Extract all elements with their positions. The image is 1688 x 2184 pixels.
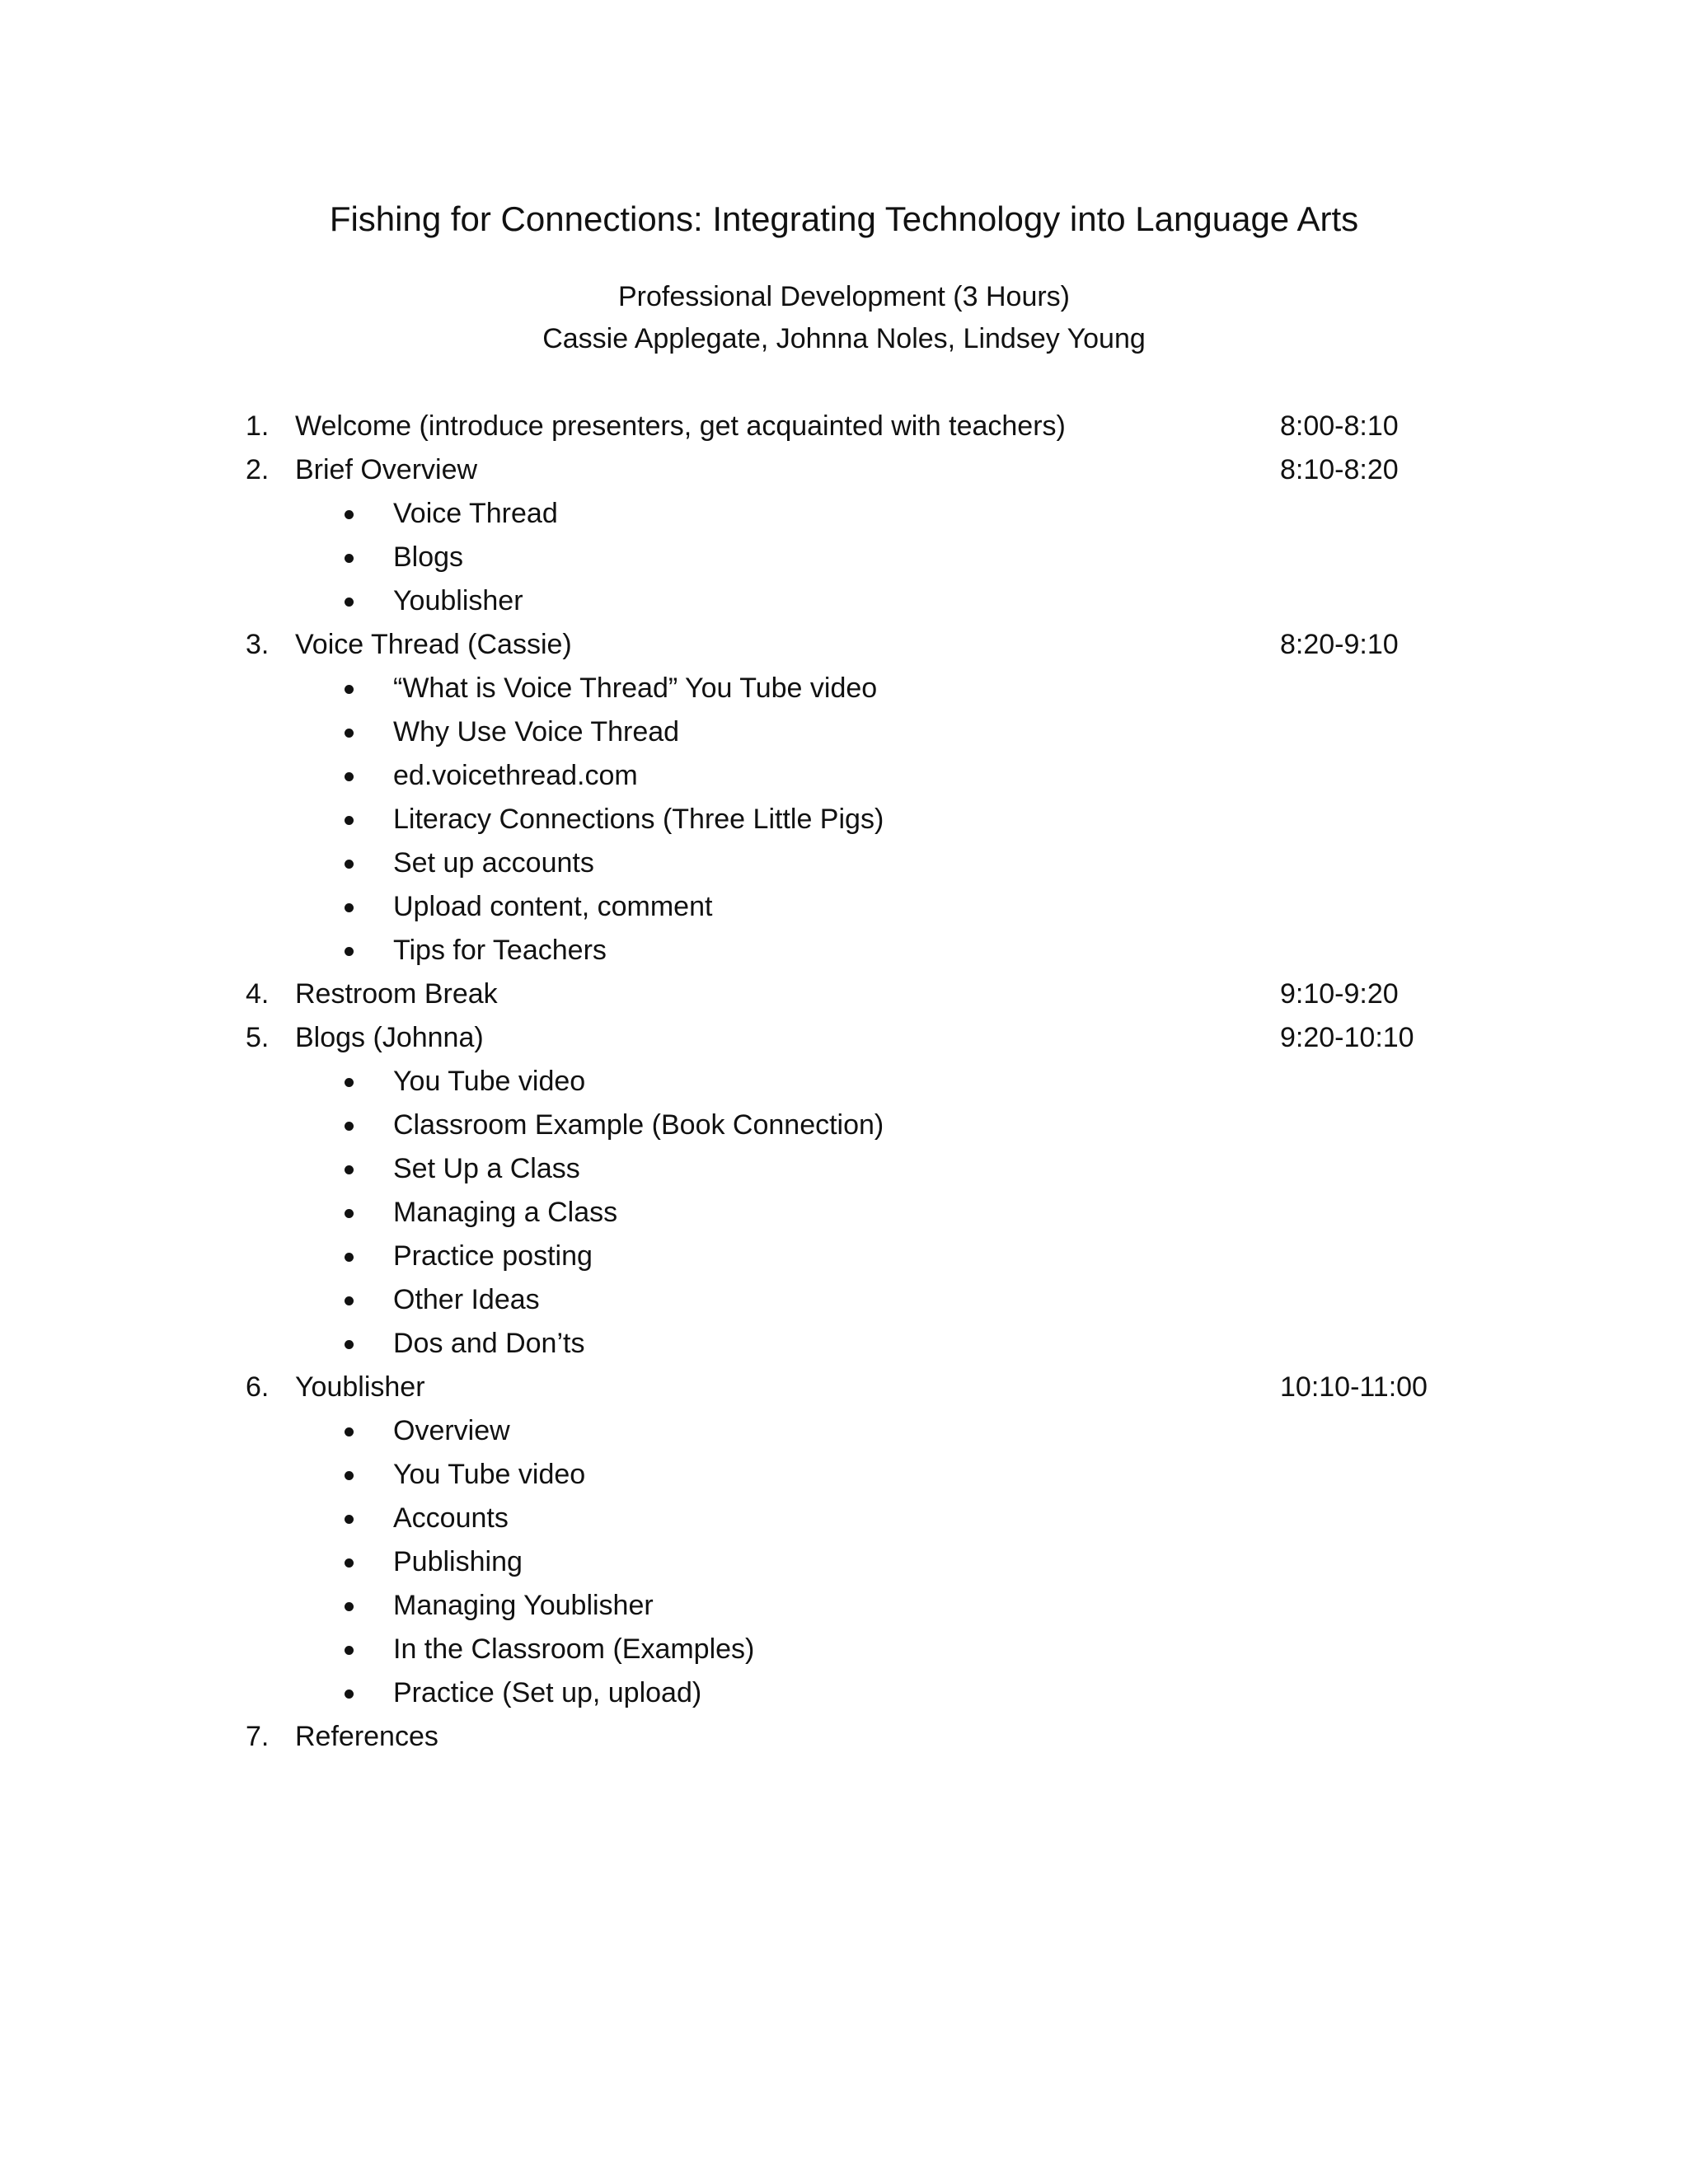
agenda-subitem <box>0 1671 1688 1715</box>
agenda-subitem-label: Why Use Voice Thread <box>393 716 680 748</box>
agenda-subitem-list <box>0 1060 1688 1366</box>
agenda-subitem <box>0 798 1688 841</box>
agenda-item-row <box>0 448 1688 492</box>
document-subtitle: Professional Development (3 Hours) <box>617 281 1071 312</box>
bullet-icon <box>345 1515 354 1524</box>
agenda-item <box>0 623 1688 972</box>
agenda-subitem <box>0 579 1688 623</box>
agenda-subitem <box>0 1278 1688 1322</box>
agenda-item-row <box>0 972 1688 1016</box>
agenda-item-row <box>0 1016 1688 1060</box>
bullet-icon <box>345 1646 354 1655</box>
agenda-subitem <box>0 1453 1688 1497</box>
bullet-icon <box>345 729 354 738</box>
agenda-subitem <box>0 1104 1688 1147</box>
agenda-subitem <box>0 710 1688 754</box>
agenda-item <box>0 1016 1688 1366</box>
bullet-icon <box>345 1602 354 1611</box>
bullet-icon <box>345 1078 354 1087</box>
agenda-subitem <box>0 667 1688 710</box>
agenda-item-label: References <box>295 1721 438 1752</box>
bullet-icon <box>345 1122 354 1131</box>
agenda-subitem <box>0 536 1688 579</box>
agenda-subitem <box>0 1322 1688 1366</box>
agenda-subitem-label: ed.voicethread.com <box>393 760 638 791</box>
bullet-icon <box>345 1296 354 1305</box>
agenda-subitem-label: In the Classroom (Examples) <box>393 1633 755 1665</box>
agenda-subitem-label: Youblisher <box>393 585 523 616</box>
bullet-icon <box>345 816 354 825</box>
agenda-item-time: 8:10-8:20 <box>1280 454 1399 485</box>
bullet-icon <box>345 1340 354 1349</box>
bullet-icon <box>345 1165 354 1174</box>
agenda-subitem-label: Accounts <box>393 1502 509 1534</box>
bullet-icon <box>345 1427 354 1436</box>
bullet-icon <box>345 1558 354 1568</box>
bullet-icon <box>345 903 354 912</box>
agenda-item-number: 2. <box>246 454 270 485</box>
agenda-item-time: 8:20-9:10 <box>1280 629 1399 660</box>
bullet-icon <box>345 1253 354 1262</box>
agenda-item-row <box>0 1715 1688 1759</box>
agenda-subitem <box>0 929 1688 972</box>
agenda-item <box>0 972 1688 1016</box>
agenda-subitem-label: Practice (Set up, upload) <box>393 1677 702 1708</box>
agenda-subitem-label: Voice Thread <box>393 498 558 529</box>
agenda-subitem <box>0 1147 1688 1191</box>
agenda-subitem-label: Practice posting <box>393 1240 593 1272</box>
agenda-subitem-label: “What is Voice Thread” You Tube video <box>393 673 878 704</box>
agenda-item-number: 6. <box>246 1371 270 1403</box>
agenda-item-number: 4. <box>246 978 270 1010</box>
agenda-item-label: Brief Overview <box>295 454 478 485</box>
agenda-item <box>0 1715 1688 1759</box>
agenda-item-label: Restroom Break <box>295 978 498 1010</box>
agenda-item-number: 7. <box>246 1721 270 1752</box>
agenda-item-row <box>0 1366 1688 1409</box>
agenda-subitem-label: Set up accounts <box>393 847 594 879</box>
agenda-item <box>0 405 1688 448</box>
bullet-icon <box>345 772 354 781</box>
agenda-item-time: 8:00-8:10 <box>1280 410 1399 442</box>
agenda-subitem-label: You Tube video <box>393 1066 586 1097</box>
document-title: Fishing for Connections: Integrating Technology into Language Arts <box>329 199 1359 238</box>
agenda-subitem <box>0 1584 1688 1628</box>
bullet-icon <box>345 1209 354 1218</box>
agenda-subitem-label: Set Up a Class <box>393 1153 580 1184</box>
agenda-subitem-label: Dos and Don’ts <box>393 1328 585 1359</box>
agenda-subitem-label: Overview <box>393 1415 510 1446</box>
bullet-icon <box>345 598 354 607</box>
agenda-subitem-label: Upload content, comment <box>393 891 713 922</box>
agenda-subitem <box>0 841 1688 885</box>
agenda-item-number: 5. <box>246 1022 270 1053</box>
agenda-subitem <box>0 885 1688 929</box>
agenda-item-row <box>0 405 1688 448</box>
agenda-subitem <box>0 754 1688 798</box>
agenda-subitem <box>0 1060 1688 1104</box>
bullet-icon <box>345 1471 354 1480</box>
agenda-subitem-label: Literacy Connections (Three Little Pigs) <box>393 804 884 835</box>
agenda-subitem <box>0 492 1688 536</box>
agenda-subitem-label: Managing Youblisher <box>393 1590 654 1621</box>
agenda-item-row <box>0 623 1688 667</box>
bullet-icon <box>345 685 354 694</box>
agenda-subitem-label: Managing a Class <box>393 1197 618 1228</box>
bullet-icon <box>345 510 354 519</box>
agenda-subitem-label: Blogs <box>393 541 464 573</box>
agenda-item-label: Youblisher <box>295 1371 425 1403</box>
agenda-item-label: Blogs (Johnna) <box>295 1022 484 1053</box>
agenda-subitem-label: Classroom Example (Book Connection) <box>393 1109 884 1141</box>
bullet-icon <box>345 554 354 563</box>
agenda-subitem <box>0 1497 1688 1540</box>
agenda-subitem <box>0 1235 1688 1278</box>
agenda-item <box>0 448 1688 623</box>
agenda-item-number: 1. <box>246 410 270 442</box>
agenda-subitem-list <box>0 667 1688 972</box>
agenda-subitem <box>0 1409 1688 1453</box>
document-authors: Cassie Applegate, Johnna Noles, Lindsey Young <box>542 323 1146 354</box>
agenda-subitem-list <box>0 1409 1688 1715</box>
agenda-subitem-label: Tips for Teachers <box>393 935 607 966</box>
bullet-icon <box>345 947 354 956</box>
bullet-icon <box>345 860 354 869</box>
agenda-item-number: 3. <box>246 629 270 660</box>
agenda-subitem <box>0 1628 1688 1671</box>
agenda-subitem-label: Publishing <box>393 1546 523 1577</box>
agenda-item <box>0 1366 1688 1715</box>
agenda-subitem-label: Other Ideas <box>393 1284 540 1315</box>
agenda-item-time: 9:20-10:10 <box>1280 1022 1414 1053</box>
agenda-item-label: Voice Thread (Cassie) <box>295 629 572 660</box>
agenda-subitem <box>0 1191 1688 1235</box>
agenda-subitem <box>0 1540 1688 1584</box>
bullet-icon <box>345 1690 354 1699</box>
agenda-subitem-list <box>0 492 1688 623</box>
agenda-item-label: Welcome (introduce presenters, get acquainted with teachers) <box>295 410 1066 442</box>
agenda-subitem-label: You Tube video <box>393 1459 586 1490</box>
agenda-list <box>0 405 1688 1759</box>
agenda-item-time: 10:10-11:00 <box>1280 1371 1428 1403</box>
agenda-item-time: 9:10-9:20 <box>1280 978 1399 1010</box>
